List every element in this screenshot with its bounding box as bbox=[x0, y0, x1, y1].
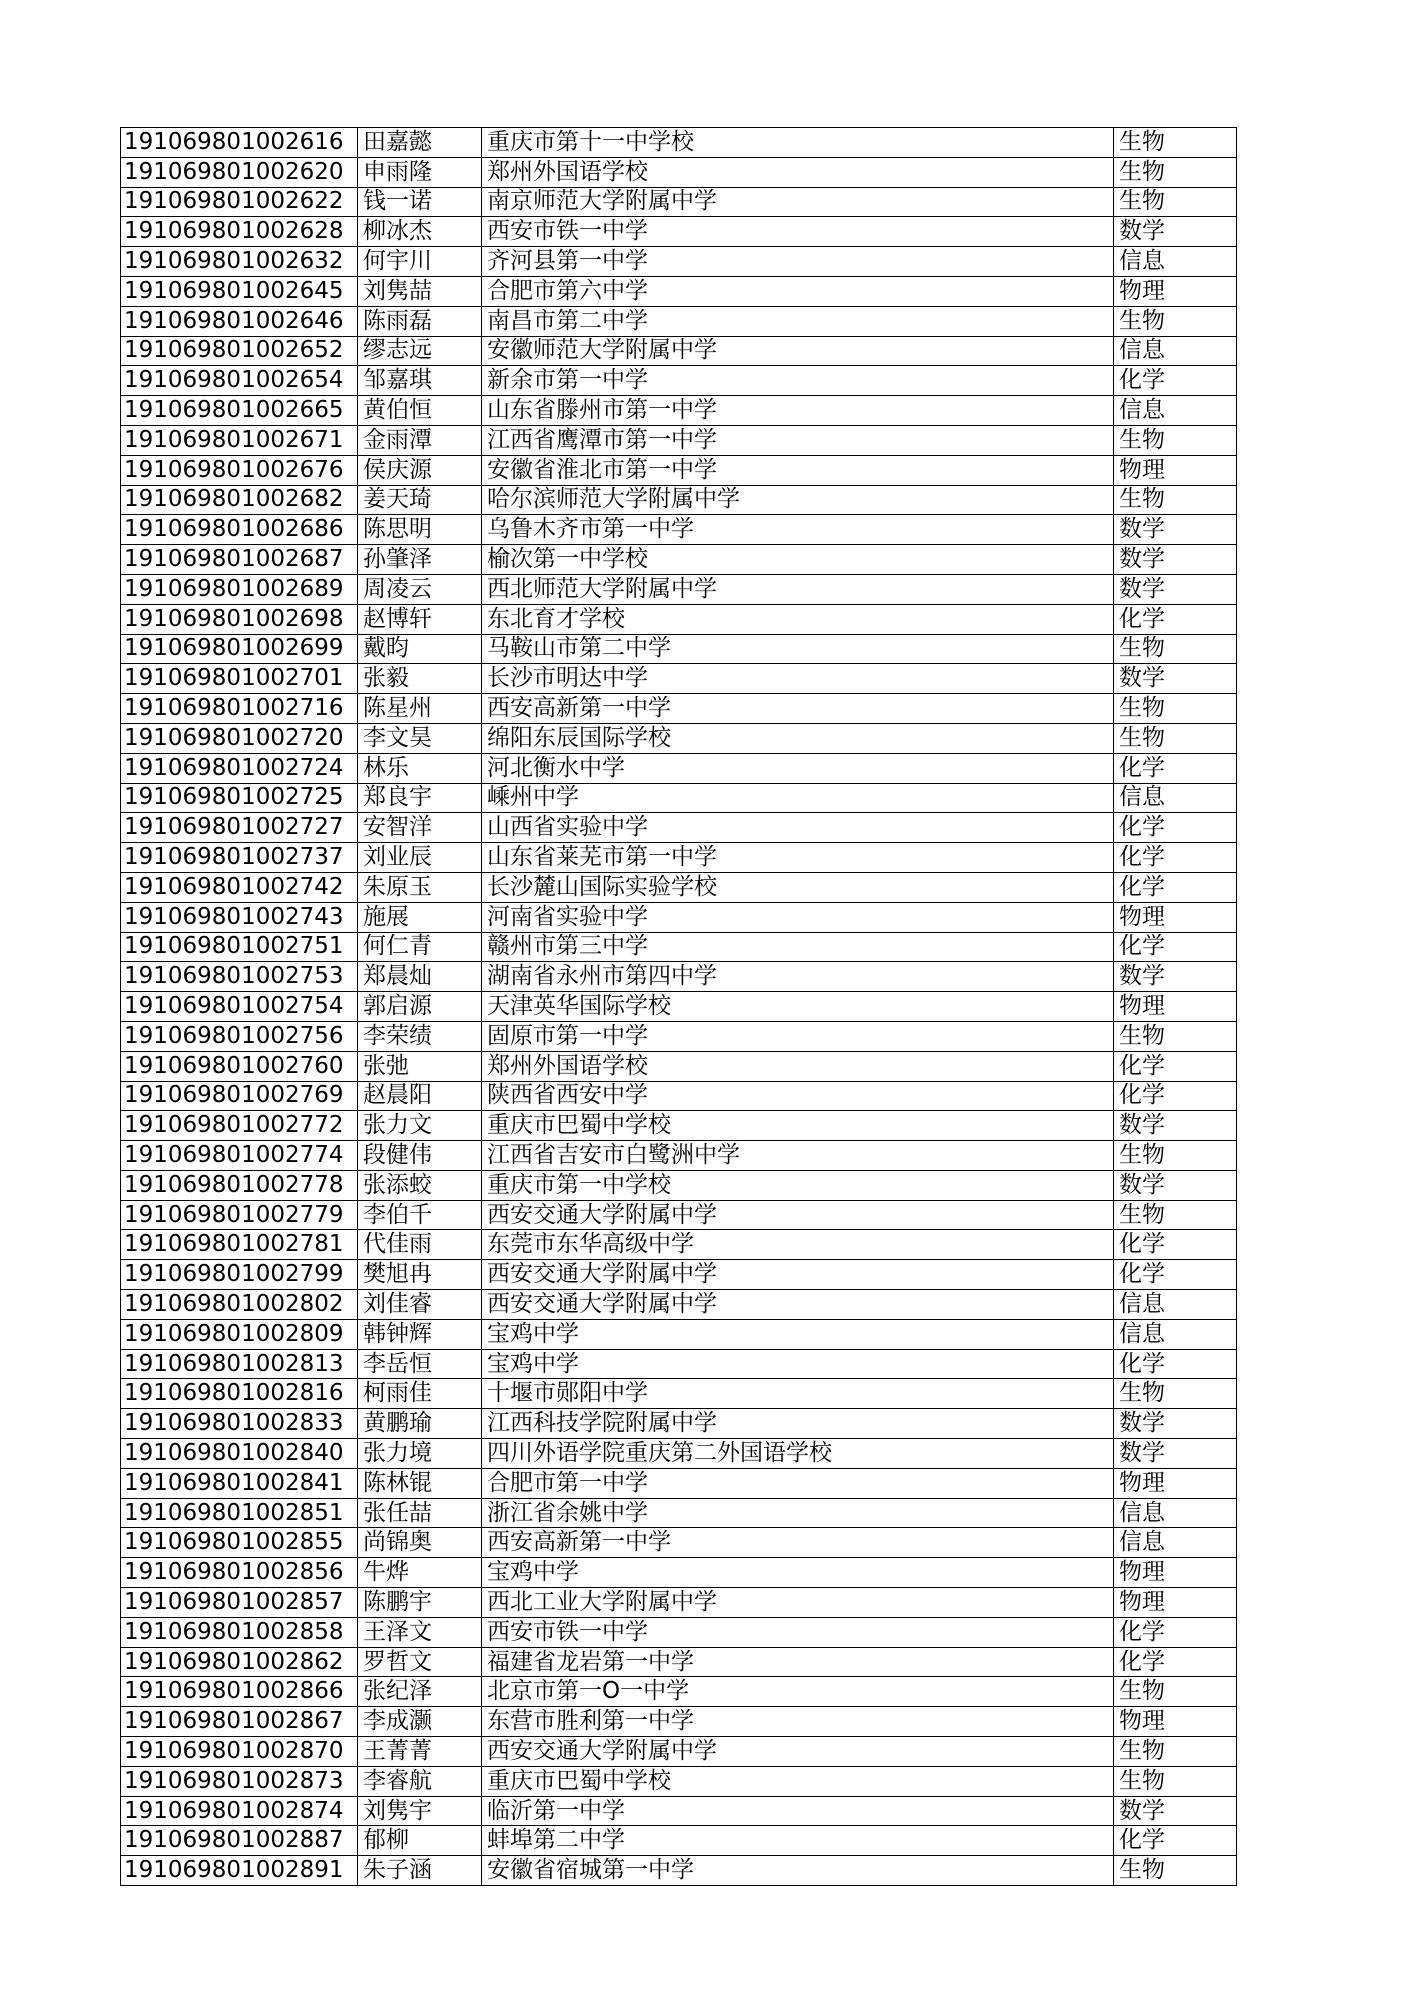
student-id-cell: 191069801002760 bbox=[121, 1051, 358, 1081]
student-id-cell: 191069801002858 bbox=[121, 1617, 358, 1647]
student-id-cell: 191069801002665 bbox=[121, 396, 358, 426]
school-name-cell: 蚌埠第二中学 bbox=[482, 1826, 1114, 1856]
school-name-cell: 四川外语学院重庆第二外国语学校 bbox=[482, 1439, 1114, 1469]
student-id-cell: 191069801002716 bbox=[121, 694, 358, 724]
school-name-cell: 宝鸡中学 bbox=[482, 1349, 1114, 1379]
school-name-cell: 郑州外国语学校 bbox=[482, 1051, 1114, 1081]
table-row bbox=[121, 515, 1237, 545]
subject-cell: 数学 bbox=[1114, 664, 1237, 694]
student-name-cell: 钱一诺 bbox=[358, 187, 482, 217]
school-name-cell: 宝鸡中学 bbox=[482, 1558, 1114, 1588]
table-row bbox=[121, 545, 1237, 575]
student-name-cell: 何宇川 bbox=[358, 247, 482, 277]
school-name-cell: 重庆市巴蜀中学校 bbox=[482, 1111, 1114, 1141]
school-name-cell: 江西科技学院附属中学 bbox=[482, 1409, 1114, 1439]
school-name-cell: 哈尔滨师范大学附属中学 bbox=[482, 485, 1114, 515]
student-name-cell: 田嘉懿 bbox=[358, 128, 482, 158]
school-name-cell: 重庆市第一中学校 bbox=[482, 1170, 1114, 1200]
table-row bbox=[121, 1319, 1237, 1349]
subject-cell: 生物 bbox=[1114, 1856, 1237, 1886]
student-name-cell: 戴昀 bbox=[358, 634, 482, 664]
table-row bbox=[121, 1558, 1237, 1588]
student-id-cell: 191069801002676 bbox=[121, 455, 358, 485]
subject-cell: 数学 bbox=[1114, 1170, 1237, 1200]
table-row bbox=[121, 1051, 1237, 1081]
table-row bbox=[121, 1468, 1237, 1498]
table-row bbox=[121, 157, 1237, 187]
table-row bbox=[121, 1498, 1237, 1528]
student-id-cell: 191069801002754 bbox=[121, 992, 358, 1022]
school-name-cell: 北京市第一O一中学 bbox=[482, 1677, 1114, 1707]
school-name-cell: 西安市铁一中学 bbox=[482, 1617, 1114, 1647]
subject-cell: 化学 bbox=[1114, 843, 1237, 873]
school-name-cell: 重庆市第十一中学校 bbox=[482, 128, 1114, 158]
subject-cell: 信息 bbox=[1114, 247, 1237, 277]
table-row bbox=[121, 1766, 1237, 1796]
student-id-cell: 191069801002781 bbox=[121, 1230, 358, 1260]
subject-cell: 化学 bbox=[1114, 1617, 1237, 1647]
student-name-cell: 樊旭冉 bbox=[358, 1260, 482, 1290]
school-name-cell: 福建省龙岩第一中学 bbox=[482, 1647, 1114, 1677]
student-name-cell: 柳冰杰 bbox=[358, 217, 482, 247]
student-name-cell: 何仁青 bbox=[358, 932, 482, 962]
student-id-cell: 191069801002686 bbox=[121, 515, 358, 545]
subject-cell: 数学 bbox=[1114, 515, 1237, 545]
table-row bbox=[121, 1826, 1237, 1856]
student-name-cell: 张力境 bbox=[358, 1439, 482, 1469]
table-row bbox=[121, 783, 1237, 813]
table-row bbox=[121, 753, 1237, 783]
table-row bbox=[121, 247, 1237, 277]
student-id-cell: 191069801002699 bbox=[121, 634, 358, 664]
school-name-cell: 西安市铁一中学 bbox=[482, 217, 1114, 247]
school-name-cell: 江西省吉安市白鹭洲中学 bbox=[482, 1141, 1114, 1171]
student-name-cell: 安智洋 bbox=[358, 813, 482, 843]
subject-cell: 生物 bbox=[1114, 1737, 1237, 1767]
subject-cell: 物理 bbox=[1114, 276, 1237, 306]
student-id-cell: 191069801002867 bbox=[121, 1707, 358, 1737]
student-name-cell: 郭启源 bbox=[358, 992, 482, 1022]
subject-cell: 化学 bbox=[1114, 753, 1237, 783]
student-id-cell: 191069801002874 bbox=[121, 1796, 358, 1826]
subject-cell: 数学 bbox=[1114, 1796, 1237, 1826]
subject-cell: 化学 bbox=[1114, 1051, 1237, 1081]
student-id-cell: 191069801002774 bbox=[121, 1141, 358, 1171]
table-row bbox=[121, 1856, 1237, 1886]
school-name-cell: 长沙市明达中学 bbox=[482, 664, 1114, 694]
table-row bbox=[121, 306, 1237, 336]
subject-cell: 化学 bbox=[1114, 1647, 1237, 1677]
student-id-cell: 191069801002720 bbox=[121, 723, 358, 753]
table-row bbox=[121, 813, 1237, 843]
student-id-cell: 191069801002698 bbox=[121, 604, 358, 634]
student-id-cell: 191069801002628 bbox=[121, 217, 358, 247]
subject-cell: 生物 bbox=[1114, 157, 1237, 187]
subject-cell: 化学 bbox=[1114, 872, 1237, 902]
table-row bbox=[121, 1617, 1237, 1647]
student-name-cell: 姜天琦 bbox=[358, 485, 482, 515]
student-name-cell: 张弛 bbox=[358, 1051, 482, 1081]
subject-cell: 化学 bbox=[1114, 366, 1237, 396]
table-row bbox=[121, 574, 1237, 604]
student-name-cell: 邹嘉琪 bbox=[358, 366, 482, 396]
school-name-cell: 西安高新第一中学 bbox=[482, 694, 1114, 724]
student-id-cell: 191069801002671 bbox=[121, 425, 358, 455]
table-row bbox=[121, 1707, 1237, 1737]
school-name-cell: 齐河县第一中学 bbox=[482, 247, 1114, 277]
student-id-cell: 191069801002622 bbox=[121, 187, 358, 217]
student-name-cell: 林乐 bbox=[358, 753, 482, 783]
student-id-cell: 191069801002645 bbox=[121, 276, 358, 306]
subject-cell: 物理 bbox=[1114, 1558, 1237, 1588]
student-id-cell: 191069801002809 bbox=[121, 1319, 358, 1349]
student-name-cell: 王菁菁 bbox=[358, 1737, 482, 1767]
school-name-cell: 西安交通大学附属中学 bbox=[482, 1290, 1114, 1320]
table-row bbox=[121, 1677, 1237, 1707]
student-id-cell: 191069801002689 bbox=[121, 574, 358, 604]
table-row bbox=[121, 128, 1237, 158]
student-id-cell: 191069801002632 bbox=[121, 247, 358, 277]
student-id-cell: 191069801002813 bbox=[121, 1349, 358, 1379]
school-name-cell: 长沙麓山国际实验学校 bbox=[482, 872, 1114, 902]
student-name-cell: 代佳雨 bbox=[358, 1230, 482, 1260]
school-name-cell: 东北育才学校 bbox=[482, 604, 1114, 634]
student-name-cell: 牛烨 bbox=[358, 1558, 482, 1588]
student-id-cell: 191069801002857 bbox=[121, 1588, 358, 1618]
table-row bbox=[121, 366, 1237, 396]
table-row bbox=[121, 723, 1237, 753]
subject-cell: 信息 bbox=[1114, 1290, 1237, 1320]
school-name-cell: 绵阳东辰国际学校 bbox=[482, 723, 1114, 753]
subject-cell: 物理 bbox=[1114, 902, 1237, 932]
subject-cell: 生物 bbox=[1114, 425, 1237, 455]
school-name-cell: 河北衡水中学 bbox=[482, 753, 1114, 783]
student-name-cell: 缪志远 bbox=[358, 336, 482, 366]
subject-cell: 化学 bbox=[1114, 604, 1237, 634]
student-name-cell: 朱原玉 bbox=[358, 872, 482, 902]
student-name-cell: 金雨潭 bbox=[358, 425, 482, 455]
student-id-cell: 191069801002856 bbox=[121, 1558, 358, 1588]
student-name-cell: 申雨隆 bbox=[358, 157, 482, 187]
school-name-cell: 十堰市郧阳中学 bbox=[482, 1379, 1114, 1409]
student-name-cell: 陈鹏宇 bbox=[358, 1588, 482, 1618]
subject-cell: 生物 bbox=[1114, 485, 1237, 515]
school-name-cell: 江西省鹰潭市第一中学 bbox=[482, 425, 1114, 455]
school-name-cell: 东莞市东华高级中学 bbox=[482, 1230, 1114, 1260]
table-row bbox=[121, 1111, 1237, 1141]
student-id-cell: 191069801002769 bbox=[121, 1081, 358, 1111]
student-name-cell: 罗哲文 bbox=[358, 1647, 482, 1677]
table-row bbox=[121, 1141, 1237, 1171]
school-name-cell: 浙江省余姚中学 bbox=[482, 1498, 1114, 1528]
student-id-cell: 191069801002873 bbox=[121, 1766, 358, 1796]
subject-cell: 生物 bbox=[1114, 128, 1237, 158]
subject-cell: 数学 bbox=[1114, 962, 1237, 992]
student-name-cell: 李伯千 bbox=[358, 1200, 482, 1230]
student-id-cell: 191069801002866 bbox=[121, 1677, 358, 1707]
table-row bbox=[121, 1439, 1237, 1469]
school-name-cell: 河南省实验中学 bbox=[482, 902, 1114, 932]
table-row bbox=[121, 336, 1237, 366]
school-name-cell: 西北工业大学附属中学 bbox=[482, 1588, 1114, 1618]
table-row bbox=[121, 1379, 1237, 1409]
table-row bbox=[121, 932, 1237, 962]
student-name-cell: 陈林锟 bbox=[358, 1468, 482, 1498]
school-name-cell: 西北师范大学附属中学 bbox=[482, 574, 1114, 604]
school-name-cell: 乌鲁木齐市第一中学 bbox=[482, 515, 1114, 545]
student-name-cell: 张力文 bbox=[358, 1111, 482, 1141]
school-name-cell: 合肥市第一中学 bbox=[482, 1468, 1114, 1498]
student-id-cell: 191069801002682 bbox=[121, 485, 358, 515]
student-id-cell: 191069801002701 bbox=[121, 664, 358, 694]
table-row bbox=[121, 1737, 1237, 1767]
student-id-cell: 191069801002646 bbox=[121, 306, 358, 336]
student-name-cell: 朱子涵 bbox=[358, 1856, 482, 1886]
table-row bbox=[121, 1230, 1237, 1260]
subject-cell: 生物 bbox=[1114, 694, 1237, 724]
table-row bbox=[121, 1200, 1237, 1230]
student-id-cell: 191069801002616 bbox=[121, 128, 358, 158]
school-name-cell: 榆次第一中学校 bbox=[482, 545, 1114, 575]
student-id-cell: 191069801002742 bbox=[121, 872, 358, 902]
table-row bbox=[121, 1081, 1237, 1111]
subject-cell: 信息 bbox=[1114, 1498, 1237, 1528]
table-row bbox=[121, 455, 1237, 485]
student-id-cell: 191069801002833 bbox=[121, 1409, 358, 1439]
school-name-cell: 宝鸡中学 bbox=[482, 1319, 1114, 1349]
student-id-cell: 191069801002620 bbox=[121, 157, 358, 187]
subject-cell: 生物 bbox=[1114, 1677, 1237, 1707]
table-row bbox=[121, 1349, 1237, 1379]
subject-cell: 生物 bbox=[1114, 1766, 1237, 1796]
student-name-cell: 侯庆源 bbox=[358, 455, 482, 485]
table-row bbox=[121, 1290, 1237, 1320]
school-name-cell: 赣州市第三中学 bbox=[482, 932, 1114, 962]
subject-cell: 生物 bbox=[1114, 1200, 1237, 1230]
student-name-cell: 张添蛟 bbox=[358, 1170, 482, 1200]
subject-cell: 生物 bbox=[1114, 723, 1237, 753]
subject-cell: 化学 bbox=[1114, 1349, 1237, 1379]
student-id-cell: 191069801002841 bbox=[121, 1468, 358, 1498]
table-row bbox=[121, 187, 1237, 217]
table-row bbox=[121, 1588, 1237, 1618]
student-name-cell: 尚锦奥 bbox=[358, 1528, 482, 1558]
student-id-cell: 191069801002756 bbox=[121, 1021, 358, 1051]
student-name-cell: 施展 bbox=[358, 902, 482, 932]
student-id-cell: 191069801002891 bbox=[121, 1856, 358, 1886]
student-id-cell: 191069801002725 bbox=[121, 783, 358, 813]
school-name-cell: 山东省滕州市第一中学 bbox=[482, 396, 1114, 426]
subject-cell: 生物 bbox=[1114, 1021, 1237, 1051]
student-name-cell: 陈雨磊 bbox=[358, 306, 482, 336]
student-id-cell: 191069801002840 bbox=[121, 1439, 358, 1469]
student-id-cell: 191069801002737 bbox=[121, 843, 358, 873]
student-id-cell: 191069801002751 bbox=[121, 932, 358, 962]
student-name-cell: 刘佳睿 bbox=[358, 1290, 482, 1320]
student-id-cell: 191069801002851 bbox=[121, 1498, 358, 1528]
subject-cell: 化学 bbox=[1114, 1081, 1237, 1111]
school-name-cell: 安徽省宿城第一中学 bbox=[482, 1856, 1114, 1886]
student-name-cell: 李睿航 bbox=[358, 1766, 482, 1796]
table-row bbox=[121, 485, 1237, 515]
student-name-cell: 李荣绩 bbox=[358, 1021, 482, 1051]
student-id-cell: 191069801002652 bbox=[121, 336, 358, 366]
student-name-cell: 刘业辰 bbox=[358, 843, 482, 873]
table-row bbox=[121, 1796, 1237, 1826]
subject-cell: 化学 bbox=[1114, 1826, 1237, 1856]
school-name-cell: 南昌市第二中学 bbox=[482, 306, 1114, 336]
table-row bbox=[121, 1260, 1237, 1290]
student-name-cell: 李文昊 bbox=[358, 723, 482, 753]
subject-cell: 数学 bbox=[1114, 1111, 1237, 1141]
subject-cell: 物理 bbox=[1114, 1468, 1237, 1498]
student-id-cell: 191069801002778 bbox=[121, 1170, 358, 1200]
student-name-cell: 郁柳 bbox=[358, 1826, 482, 1856]
student-name-cell: 李成灏 bbox=[358, 1707, 482, 1737]
school-name-cell: 固原市第一中学 bbox=[482, 1021, 1114, 1051]
subject-cell: 物理 bbox=[1114, 992, 1237, 1022]
subject-cell: 生物 bbox=[1114, 187, 1237, 217]
school-name-cell: 山东省莱芜市第一中学 bbox=[482, 843, 1114, 873]
table-row bbox=[121, 425, 1237, 455]
school-name-cell: 嵊州中学 bbox=[482, 783, 1114, 813]
table-row bbox=[121, 276, 1237, 306]
subject-cell: 生物 bbox=[1114, 634, 1237, 664]
table-row bbox=[121, 992, 1237, 1022]
table-row bbox=[121, 1528, 1237, 1558]
school-name-cell: 天津英华国际学校 bbox=[482, 992, 1114, 1022]
student-id-cell: 191069801002687 bbox=[121, 545, 358, 575]
school-name-cell: 南京师范大学附属中学 bbox=[482, 187, 1114, 217]
student-id-cell: 191069801002772 bbox=[121, 1111, 358, 1141]
table-row bbox=[121, 872, 1237, 902]
school-name-cell: 临沂第一中学 bbox=[482, 1796, 1114, 1826]
student-name-cell: 刘隽宇 bbox=[358, 1796, 482, 1826]
subject-cell: 生物 bbox=[1114, 306, 1237, 336]
student-name-cell: 李岳恒 bbox=[358, 1349, 482, 1379]
student-id-cell: 191069801002799 bbox=[121, 1260, 358, 1290]
subject-cell: 数学 bbox=[1114, 545, 1237, 575]
table-row bbox=[121, 902, 1237, 932]
student-id-cell: 191069801002743 bbox=[121, 902, 358, 932]
student-id-cell: 191069801002855 bbox=[121, 1528, 358, 1558]
student-id-cell: 191069801002862 bbox=[121, 1647, 358, 1677]
table-row bbox=[121, 217, 1237, 247]
subject-cell: 信息 bbox=[1114, 1319, 1237, 1349]
student-name-cell: 张任喆 bbox=[358, 1498, 482, 1528]
school-name-cell: 陕西省西安中学 bbox=[482, 1081, 1114, 1111]
table-row bbox=[121, 604, 1237, 634]
school-name-cell: 合肥市第六中学 bbox=[482, 276, 1114, 306]
subject-cell: 数学 bbox=[1114, 217, 1237, 247]
subject-cell: 物理 bbox=[1114, 1707, 1237, 1737]
school-name-cell: 安徽省淮北市第一中学 bbox=[482, 455, 1114, 485]
school-name-cell: 湖南省永州市第四中学 bbox=[482, 962, 1114, 992]
table-row bbox=[121, 1409, 1237, 1439]
student-id-cell: 191069801002727 bbox=[121, 813, 358, 843]
student-name-cell: 张纪泽 bbox=[358, 1677, 482, 1707]
student-name-cell: 柯雨佳 bbox=[358, 1379, 482, 1409]
school-name-cell: 西安高新第一中学 bbox=[482, 1528, 1114, 1558]
subject-cell: 化学 bbox=[1114, 932, 1237, 962]
student-name-cell: 王泽文 bbox=[358, 1617, 482, 1647]
student-name-cell: 赵晨阳 bbox=[358, 1081, 482, 1111]
table-row bbox=[121, 1021, 1237, 1051]
student-id-cell: 191069801002816 bbox=[121, 1379, 358, 1409]
subject-cell: 化学 bbox=[1114, 1230, 1237, 1260]
subject-cell: 信息 bbox=[1114, 1528, 1237, 1558]
student-name-cell: 孙肇泽 bbox=[358, 545, 482, 575]
student-name-cell: 段健伟 bbox=[358, 1141, 482, 1171]
school-name-cell: 新余市第一中学 bbox=[482, 366, 1114, 396]
student-name-cell: 郑良宇 bbox=[358, 783, 482, 813]
subject-cell: 生物 bbox=[1114, 1379, 1237, 1409]
student-id-cell: 191069801002724 bbox=[121, 753, 358, 783]
school-name-cell: 西安交通大学附属中学 bbox=[482, 1737, 1114, 1767]
table-row bbox=[121, 1170, 1237, 1200]
subject-cell: 信息 bbox=[1114, 396, 1237, 426]
student-id-cell: 191069801002887 bbox=[121, 1826, 358, 1856]
student-name-cell: 赵博轩 bbox=[358, 604, 482, 634]
student-name-cell: 张毅 bbox=[358, 664, 482, 694]
subject-cell: 物理 bbox=[1114, 1588, 1237, 1618]
school-name-cell: 山西省实验中学 bbox=[482, 813, 1114, 843]
school-name-cell: 东营市胜利第一中学 bbox=[482, 1707, 1114, 1737]
table-row bbox=[121, 962, 1237, 992]
school-name-cell: 马鞍山市第二中学 bbox=[482, 634, 1114, 664]
student-name-cell: 刘隽喆 bbox=[358, 276, 482, 306]
subject-cell: 数学 bbox=[1114, 1409, 1237, 1439]
table-row bbox=[121, 1647, 1237, 1677]
student-name-cell: 韩钟辉 bbox=[358, 1319, 482, 1349]
school-name-cell: 西安交通大学附属中学 bbox=[482, 1260, 1114, 1290]
student-name-cell: 陈星州 bbox=[358, 694, 482, 724]
school-name-cell: 西安交通大学附属中学 bbox=[482, 1200, 1114, 1230]
student-id-cell: 191069801002654 bbox=[121, 366, 358, 396]
subject-cell: 信息 bbox=[1114, 783, 1237, 813]
school-name-cell: 重庆市巴蜀中学校 bbox=[482, 1766, 1114, 1796]
student-id-cell: 191069801002753 bbox=[121, 962, 358, 992]
table-row bbox=[121, 634, 1237, 664]
student-name-cell: 黄鹏瑜 bbox=[358, 1409, 482, 1439]
student-table bbox=[120, 127, 1237, 1886]
subject-cell: 信息 bbox=[1114, 336, 1237, 366]
subject-cell: 数学 bbox=[1114, 574, 1237, 604]
table-row bbox=[121, 396, 1237, 426]
student-id-cell: 191069801002870 bbox=[121, 1737, 358, 1767]
student-name-cell: 陈思明 bbox=[358, 515, 482, 545]
student-table-body bbox=[121, 128, 1237, 1886]
student-name-cell: 周凌云 bbox=[358, 574, 482, 604]
subject-cell: 生物 bbox=[1114, 1141, 1237, 1171]
subject-cell: 化学 bbox=[1114, 813, 1237, 843]
subject-cell: 物理 bbox=[1114, 455, 1237, 485]
school-name-cell: 安徽师范大学附属中学 bbox=[482, 336, 1114, 366]
student-id-cell: 191069801002779 bbox=[121, 1200, 358, 1230]
subject-cell: 化学 bbox=[1114, 1260, 1237, 1290]
student-name-cell: 郑晨灿 bbox=[358, 962, 482, 992]
student-id-cell: 191069801002802 bbox=[121, 1290, 358, 1320]
table-row bbox=[121, 664, 1237, 694]
table-row bbox=[121, 843, 1237, 873]
student-name-cell: 黄伯恒 bbox=[358, 396, 482, 426]
subject-cell: 数学 bbox=[1114, 1439, 1237, 1469]
table-row bbox=[121, 694, 1237, 724]
school-name-cell: 郑州外国语学校 bbox=[482, 157, 1114, 187]
